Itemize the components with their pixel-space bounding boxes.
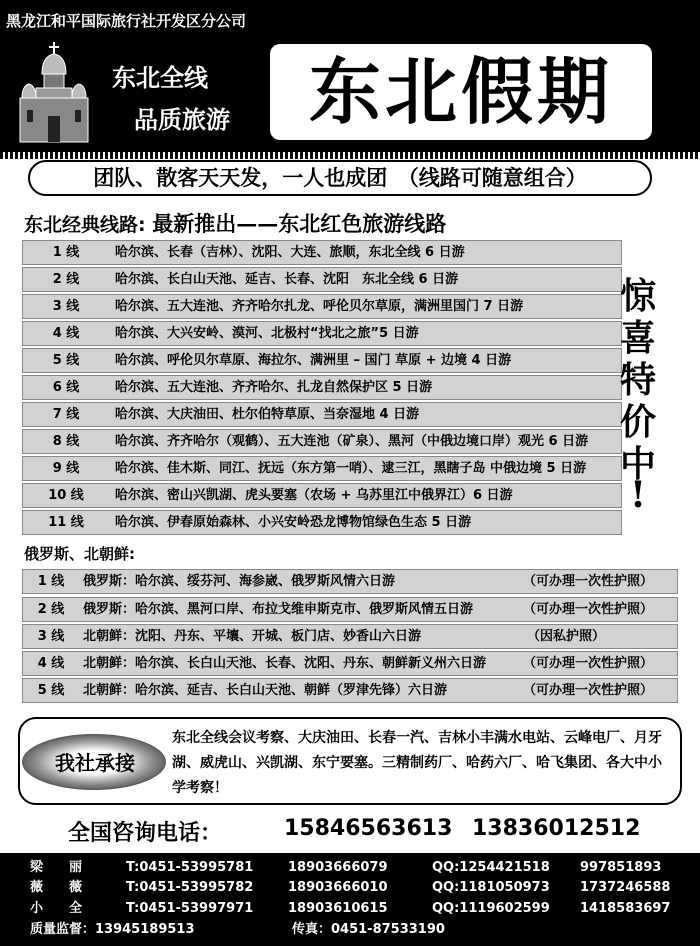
route-note: （可办理一次性护照） xyxy=(522,683,653,698)
route-text: 哈尔滨、大兴安岭、漠河、北极村“找北之旅”5 日游 xyxy=(115,326,419,341)
contact-qq[interactable]: QQ:1119602599 xyxy=(432,901,550,916)
hotline xyxy=(68,816,641,847)
route-row xyxy=(22,624,678,649)
route-number: 4 线 xyxy=(37,656,65,671)
section-domestic-subtitle: 最新推出——东北红色旅游线路 xyxy=(152,211,447,236)
promo-char: 价 xyxy=(619,401,656,443)
footer-bottom-row xyxy=(0,919,700,941)
hotline-number-1[interactable]: 15846563613 xyxy=(284,816,453,841)
route-row xyxy=(22,483,622,508)
route-number: 9 线 xyxy=(52,461,80,476)
route-number: 3 线 xyxy=(52,299,80,314)
contact-row xyxy=(0,898,700,920)
route-text: 北朝鲜：沈阳、丹东、平壤、开城、板门店、妙香山六日游 xyxy=(83,629,422,644)
slogan-line-1: 东北全线 xyxy=(112,64,208,92)
route-text: 哈尔滨、齐齐哈尔（观鹤）、五大连池（矿泉）、黑河（中俄边境口岸）观光 6 日游 xyxy=(115,434,589,449)
route-row xyxy=(22,569,678,594)
route-text: 哈尔滨、长春（吉林）、沈阳、大连、旅顺，东北全线 6 日游 xyxy=(115,245,465,260)
route-number: 2 线 xyxy=(52,272,80,287)
section-domestic-title: 东北经典线路: xyxy=(24,214,146,236)
slogan-line-2: 品质旅游 xyxy=(134,106,230,134)
route-text: 哈尔滨、大庆油田、杜尔伯特草原、当奈湿地 4 日游 xyxy=(115,407,420,422)
route-note: （可办理一次性护照） xyxy=(522,656,653,671)
route-text: 哈尔滨、五大连池、齐齐哈尔扎龙、呼伦贝尔草原，满洲里国门 7 日游 xyxy=(115,299,524,314)
contact-name: 薇 薇 xyxy=(30,880,83,895)
services-badge xyxy=(22,734,166,790)
route-text: 哈尔滨、密山兴凯湖、虎头要塞（农场 + 乌苏里江中俄界江）6 日游 xyxy=(115,488,513,503)
route-row xyxy=(22,429,622,454)
contact-mobile[interactable]: 18903610615 xyxy=(288,901,388,916)
contact-qq[interactable]: QQ:1181050973 xyxy=(432,880,550,895)
company-name: 黑龙江和平国际旅行社开发区分公司 xyxy=(6,12,247,30)
page-title: 东北假期 xyxy=(270,44,652,140)
section-domestic-heading xyxy=(24,208,446,238)
route-row xyxy=(22,402,622,427)
services-text: 东北全线会议考察、大庆油田、长春一汽、吉林小丰满水电站、云峰电厂、月牙湖、威虎山、兴凯湖、东宁要塞。三精制药厂、哈药六厂、哈飞集团、各大中小学考察！ xyxy=(172,730,662,796)
route-row xyxy=(22,651,678,676)
contact-name: 梁 丽 xyxy=(30,860,83,875)
route-number: 6 线 xyxy=(52,380,80,395)
route-number: 11 线 xyxy=(48,515,84,530)
contact-qq[interactable]: QQ:1254421518 xyxy=(432,860,550,875)
contact-qq2[interactable]: 997851893 xyxy=(580,860,662,875)
route-row xyxy=(22,294,622,319)
route-text: 哈尔滨、五大连池、齐齐哈尔、扎龙自然保护区 5 日游 xyxy=(115,380,433,395)
route-text: 北朝鲜：哈尔滨、长白山天池、长春、沈阳、丹东、朝鲜新义州六日游 xyxy=(83,656,487,671)
hotline-label: 全国咨询电话： xyxy=(68,821,223,846)
promo-char: 特 xyxy=(619,359,656,401)
tagline-banner: 团队、散客天天发，一人也成团 （线路可随意组合） xyxy=(28,160,652,196)
divider-stripe xyxy=(0,152,700,159)
route-text: 北朝鲜：哈尔滨、延吉、长白山天池、朝鲜（罗津先锋）六日游 xyxy=(83,683,448,698)
route-text: 哈尔滨、呼伦贝尔草原、海拉尔、满洲里 – 国门 草原 + 边境 4 日游 xyxy=(115,353,512,368)
route-text: 俄罗斯：哈尔滨、黑河口岸、布拉戈维申斯克市、俄罗斯风情五日游 xyxy=(83,602,474,617)
route-number: 5 线 xyxy=(37,683,65,698)
route-row xyxy=(22,456,622,481)
section-international-title: 俄罗斯、北朝鲜: xyxy=(24,545,135,563)
fax-number: 传真：0451-87533190 xyxy=(292,922,445,937)
route-number: 3 线 xyxy=(37,629,65,644)
contact-row xyxy=(0,877,700,899)
route-number: 4 线 xyxy=(52,326,80,341)
services-badge-label: 我社承接 xyxy=(55,751,135,775)
contact-qq2[interactable]: 1737246588 xyxy=(580,880,671,895)
route-row xyxy=(22,597,678,622)
route-row xyxy=(22,375,622,400)
route-number: 8 线 xyxy=(52,434,80,449)
route-row xyxy=(22,510,622,535)
promo-vertical-text xyxy=(608,268,668,516)
quality-supervision: 质量监督：13945189513 xyxy=(30,922,195,937)
contact-qq2[interactable]: 1418583697 xyxy=(580,901,671,916)
route-row xyxy=(22,678,678,703)
contact-mobile[interactable]: 18903666010 xyxy=(288,880,388,895)
route-note: （可办理一次性护照） xyxy=(522,574,653,589)
footer-contacts xyxy=(0,853,700,946)
route-row xyxy=(22,348,622,373)
route-text: 哈尔滨、伊春原始森林、小兴安岭恐龙博物馆绿色生态 5 日游 xyxy=(115,515,472,530)
route-row xyxy=(22,267,622,292)
promo-char: 惊 xyxy=(619,275,656,317)
route-text: 哈尔滨、长白山天池、延吉、长春、沈阳 东北全线 6 日游 xyxy=(115,272,459,287)
header-banner xyxy=(0,0,700,152)
promo-char: ! xyxy=(630,474,646,516)
route-row xyxy=(22,240,622,265)
route-note: （可办理一次性护照） xyxy=(522,602,653,617)
contact-tel[interactable]: T:0451-53995782 xyxy=(126,880,254,895)
contact-mobile[interactable]: 18903666079 xyxy=(288,860,388,875)
contact-tel[interactable]: T:0451-53995781 xyxy=(126,860,254,875)
route-number: 2 线 xyxy=(37,602,65,617)
promo-char: 中 xyxy=(619,443,656,485)
promo-char: 喜 xyxy=(619,317,656,359)
route-number: 5 线 xyxy=(52,353,80,368)
route-number: 1 线 xyxy=(37,574,65,589)
route-text: 俄罗斯：哈尔滨、绥芬河、海参崴、俄罗斯风情六日游 xyxy=(83,574,396,589)
route-number: 1 线 xyxy=(52,245,80,260)
route-number: 7 线 xyxy=(52,407,80,422)
route-text: 哈尔滨、佳木斯、同江、抚远（东方第一哨）、逮三江，黑瞎子岛 中俄边境 5 日游 xyxy=(115,461,587,476)
contact-row xyxy=(0,857,700,879)
route-number: 10 线 xyxy=(48,488,84,503)
route-row xyxy=(22,321,622,346)
contact-tel[interactable]: T:0451-53997971 xyxy=(126,901,254,916)
contact-name: 小 全 xyxy=(30,901,83,916)
church-illustration xyxy=(14,40,94,145)
route-note: （因私护照） xyxy=(526,629,605,644)
hotline-number-2[interactable]: 13836012512 xyxy=(472,816,641,841)
